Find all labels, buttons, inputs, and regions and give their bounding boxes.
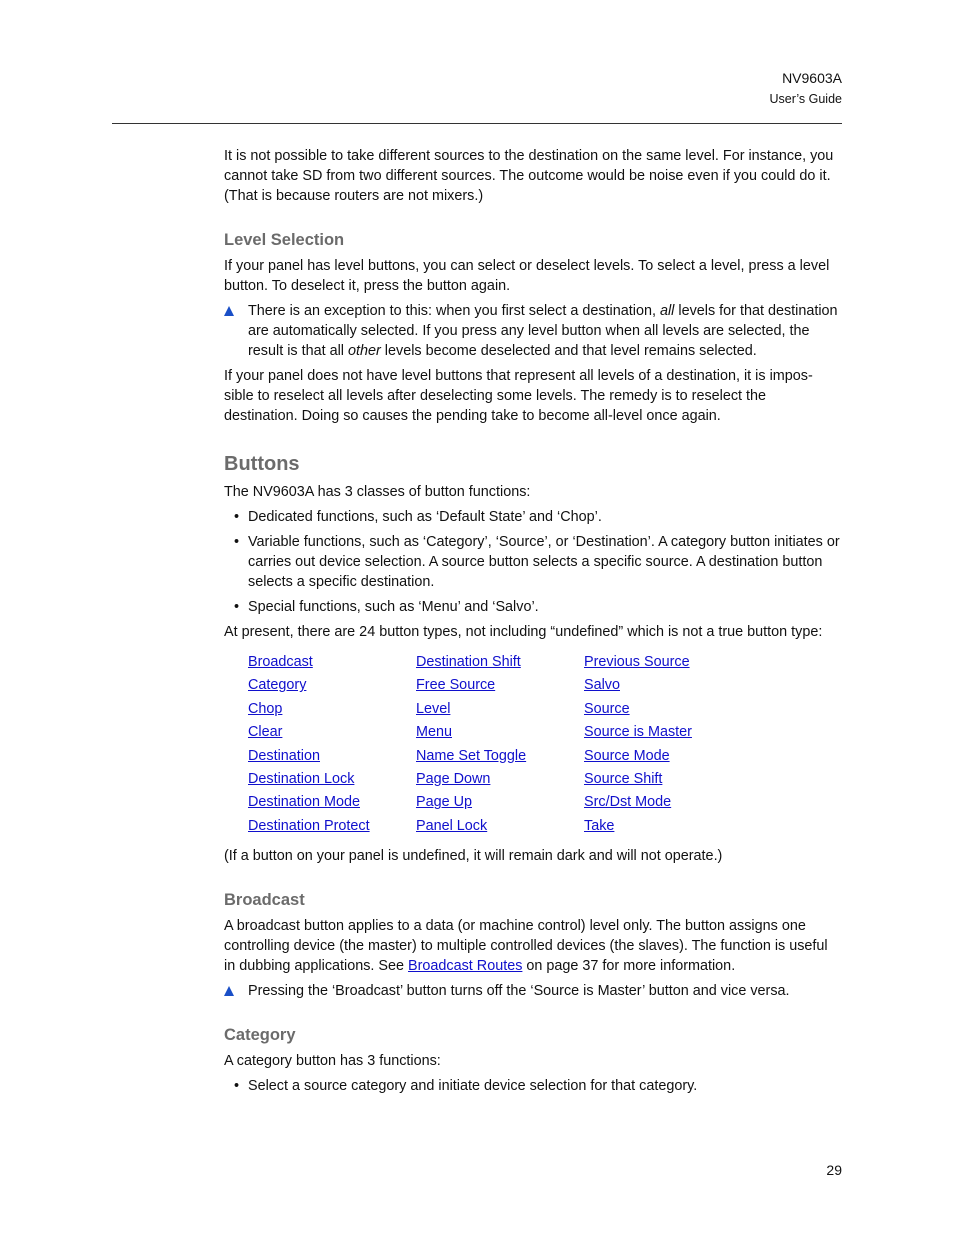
link-clear[interactable]: Clear	[248, 724, 283, 741]
triangle-note-icon	[224, 986, 234, 996]
link-broadcast[interactable]: Broadcast	[248, 654, 313, 670]
level-selection-paragraph-1: If your panel has level buttons, you can select or deselect levels. To select a level, press a level button. To deselect it, press the button again.	[224, 258, 830, 294]
link-name-set-toggle[interactable]: Name Set Toggle	[416, 747, 527, 764]
link-category[interactable]: Category	[248, 677, 307, 694]
link-page-down[interactable]: Page Down	[416, 770, 491, 787]
note-emphasis-other: other	[347, 343, 381, 359]
link-previous-source[interactable]: Previous Source	[584, 654, 690, 670]
page-body	[224, 146, 842, 1101]
link-panel-lock[interactable]: Panel Lock	[416, 817, 488, 834]
link-destination-lock[interactable]: Destination Lock	[248, 770, 355, 787]
broadcast-note	[224, 981, 842, 1001]
link-source-shift[interactable]: Source Shift	[584, 770, 663, 787]
link-free-source[interactable]: Free Source	[416, 677, 496, 694]
note-text-c: levels become deselected and that level remains selected.	[380, 343, 757, 359]
link-destination[interactable]: Destination	[248, 747, 320, 764]
broadcast-text-b: on page 37 for more information.	[522, 957, 736, 974]
broadcast-text-a: A broadcast button applies to a data (or machine control) level only. The button assigns one controlling device (the master) to multiple controlled devices (the slaves). The function is useful in dubbing applications. See	[224, 917, 828, 974]
link-page-up[interactable]: Page Up	[416, 794, 473, 811]
note-text-b: levels for that destination are automatically selected. If you press any level button when all levels are selected, the result is that all	[248, 303, 838, 359]
link-take[interactable]: Take	[584, 817, 615, 834]
list-item: • Dedicated functions, such as ‘Default State’ and ‘Chop’.	[224, 507, 842, 527]
link-source[interactable]: Source	[584, 700, 630, 717]
link-salvo[interactable]: Salvo	[584, 677, 620, 694]
button-types-link-grid	[248, 652, 842, 836]
link-source-is-master[interactable]: Source is Master	[584, 724, 692, 741]
link-src-dst-mode[interactable]: Src/Dst Mode	[584, 794, 672, 811]
header-title: NV9603A	[782, 70, 842, 86]
level-selection-heading: Level Selection	[224, 231, 345, 249]
header-subtitle: User’s Guide	[769, 92, 842, 106]
header-rule	[112, 123, 842, 124]
broadcast-note-text: Pressing the ‘Broadcast’ button turns off the ‘Source is Master’ button and vice versa.	[248, 982, 790, 999]
broadcast-paragraph	[224, 916, 842, 976]
link-menu[interactable]: Menu	[416, 724, 452, 741]
buttons-paragraph-3: (If a button on your panel is undefined, it will remain dark and will not operate.)	[224, 847, 723, 864]
buttons-heading: Buttons	[224, 453, 300, 475]
level-selection-paragraph-2: If your panel does not have level buttons that represent all levels of a destination, it is impos-sible to reselect all levels after deselecting some levels. The remedy is to reselect the destination. Doing so causes the pending take to become all-level once again.	[224, 368, 813, 424]
broadcast-heading: Broadcast	[224, 890, 305, 909]
link-level[interactable]: Level	[416, 700, 451, 717]
page-number: 29	[826, 1162, 842, 1178]
buttons-paragraph-1: The NV9603A has 3 classes of button functions:	[224, 484, 531, 500]
buttons-paragraph-2: At present, there are 24 button types, not including “undefined” which is not a true button type:	[224, 624, 823, 640]
link-chop[interactable]: Chop	[248, 700, 283, 717]
link-source-mode[interactable]: Source Mode	[584, 747, 670, 764]
intro-paragraph: It is not possible to take different sources to the destination on the same level. For instance, you cannot take SD from two different sources. The outcome would be noise even if you could do it. (That is because routers are not mixers.)	[224, 148, 834, 204]
note-text-a: There is an exception to this: when you first select a destination,	[248, 303, 660, 319]
note-emphasis-all: all	[659, 303, 675, 319]
category-functions-list	[224, 1076, 842, 1096]
list-item: • Variable functions, such as ‘Category’, ‘Source’, or ‘Destination’. A category button initiates or carries out device selection. A source button selects a specific source. A destination button selects a specific destination.	[224, 532, 842, 592]
category-heading: Category	[224, 1025, 296, 1044]
button-classes-list	[224, 507, 842, 617]
link-destination-shift[interactable]: Destination Shift	[416, 654, 521, 670]
list-item: • Special functions, such as ‘Menu’ and ‘Salvo’.	[224, 597, 842, 617]
link-destination-mode[interactable]: Destination Mode	[248, 794, 360, 811]
list-item: • Select a source category and initiate device selection for that category.	[224, 1076, 842, 1096]
level-selection-note	[224, 301, 842, 361]
link-destination-protect[interactable]: Destination Protect	[248, 817, 370, 834]
category-paragraph: A category button has 3 functions:	[224, 1052, 441, 1069]
broadcast-routes-link[interactable]: Broadcast Routes	[408, 957, 523, 974]
triangle-note-icon	[224, 306, 234, 316]
